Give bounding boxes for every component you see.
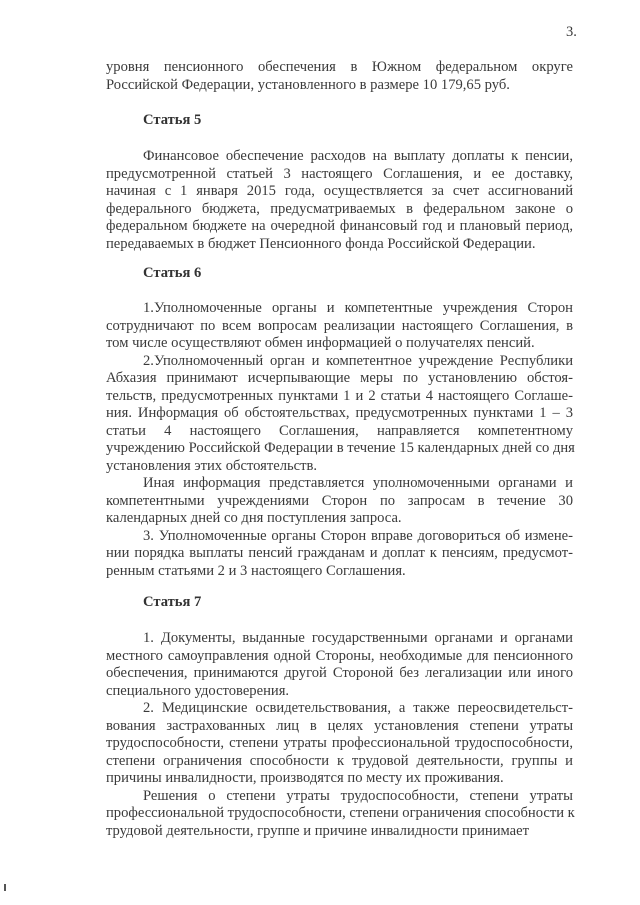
text-line: федеральном бюджете на очередной финансовый год и плановый период, bbox=[106, 218, 573, 234]
article-7-text bbox=[106, 630, 573, 840]
text-line: местного самоуправления одной Стороны, необходимые для пенсионного bbox=[106, 647, 573, 664]
text-line: том числе осуществляют обмен информацией о получателях пенсий. bbox=[106, 335, 535, 351]
article-5-text bbox=[106, 148, 573, 253]
paragraph bbox=[106, 630, 573, 700]
text-line: Финансовое обеспечение расходов на выплату доплаты к пенсии, bbox=[143, 148, 573, 164]
paragraph bbox=[106, 148, 573, 253]
text-line: сотрудничают по всем вопросам реализации настоящего Соглашения, в bbox=[106, 317, 573, 334]
paragraph bbox=[106, 300, 573, 353]
text-line: уровня пенсионного обеспечения в Южном федеральном округе bbox=[106, 59, 573, 75]
text-line: степени ограничения способности к трудовой деятельности, группы и bbox=[106, 752, 573, 769]
paragraph bbox=[106, 788, 573, 841]
text-line: профессиональной трудоспособности, степени ограничения способности к bbox=[106, 805, 575, 821]
text-line: Решения о степени утраты трудоспособности, степени утраты bbox=[143, 787, 573, 804]
text-line: установления этих обстоятельств. bbox=[106, 457, 318, 474]
text-line: 1.Уполномоченные органы и компетентные учреждения Сторон bbox=[143, 300, 573, 316]
intro-text bbox=[106, 59, 573, 94]
text-line: специального удостоверения. bbox=[106, 682, 290, 699]
text-line: Иная информация представляется уполномоченными органами и bbox=[143, 475, 573, 491]
text-line: статьи 4 настоящего Соглашения, направляется компетентному bbox=[106, 422, 573, 439]
text-line: трудоспособности, степени утраты профессиональной трудоспособности, bbox=[106, 735, 573, 751]
paragraph bbox=[106, 475, 573, 528]
paragraph bbox=[106, 59, 573, 94]
text-line: 2. Медицинские освидетельствования, а также переосвидетельст- bbox=[143, 700, 573, 716]
scan-mark bbox=[4, 884, 6, 891]
paragraph bbox=[106, 700, 573, 788]
text-line: тельств, предусмотренных пунктами 1 и 2 статьи 4 настоящего Соглаше- bbox=[106, 387, 573, 404]
heading-article-5: Статья 5 bbox=[143, 112, 202, 128]
paragraph bbox=[106, 528, 573, 581]
text-line: нии порядка выплаты пенсий гражданам и доплат к пенсиям, предусмот- bbox=[106, 545, 573, 561]
text-line: 1. Документы, выданные государственными органами и органами bbox=[143, 630, 573, 646]
text-line: обеспечения, принимаются другой Стороной без легализации или иного bbox=[106, 665, 573, 681]
text-line: передаваемых в бюджет Пенсионного фонда Российской Федерации. bbox=[106, 235, 536, 252]
text-line: компетентными учреждениями Сторон по запросам в течение 30 bbox=[106, 492, 573, 509]
text-line: начиная с 1 января 2015 года, осуществляется за счет ассигнований bbox=[106, 183, 573, 199]
text-line: вования застрахованных лиц в целях установления степени утраты bbox=[106, 717, 573, 734]
text-line: предусмотренной статьей 3 настоящего Соглашения, и ее доставку, bbox=[106, 165, 573, 182]
text-line: ренным статьями 2 и 3 настоящего Соглашения. bbox=[106, 562, 406, 579]
text-line: календарных дней со дня поступления запроса. bbox=[106, 510, 402, 526]
paragraph bbox=[106, 353, 573, 476]
text-line: Абхазия принимают исчерпывающие меры по установлению обстоя- bbox=[106, 370, 573, 386]
text-line: причины инвалидности, производятся по месту их проживания. bbox=[106, 770, 504, 786]
heading-article-7: Статья 7 bbox=[143, 594, 202, 610]
page-number: 3. bbox=[566, 24, 577, 40]
text-line: ния. Информация об обстоятельствах, предусмотренных пунктами 1 – 3 bbox=[106, 405, 573, 421]
text-line: 2.Уполномоченный орган и компетентное учреждение Республики bbox=[143, 352, 573, 369]
text-line: учреждению Российской Федерации в течение 15 календарных дней со дня bbox=[106, 440, 575, 456]
article-6-text bbox=[106, 300, 573, 580]
text-line: федерального бюджета, предусматриваемых в федеральном законе о bbox=[106, 200, 573, 217]
text-line: 3. Уполномоченные органы Сторон вправе договориться об измене- bbox=[143, 527, 573, 544]
text-line: Российской Федерации, установленного в размере 10 179,65 руб. bbox=[106, 76, 510, 93]
text-line: трудовой деятельности, группе и причине инвалидности принимает bbox=[106, 822, 529, 839]
heading-article-6: Статья 6 bbox=[143, 265, 202, 281]
